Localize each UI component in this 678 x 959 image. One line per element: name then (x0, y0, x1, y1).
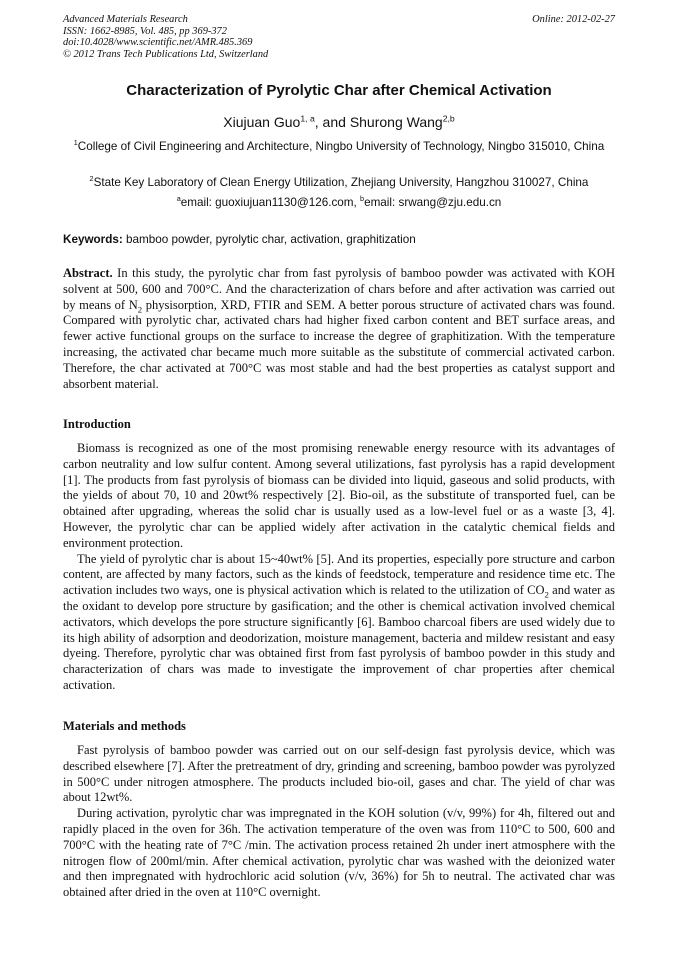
email-b-link[interactable]: email: srwang@zju.edu.cn (364, 196, 502, 209)
author-guo-sup: 1, a (300, 113, 315, 124)
abstract-sub: 2 (137, 304, 143, 315)
abstract (63, 266, 615, 392)
affiliation-1-text: College of Civil Engineering and Architecture, Ningbo University of Technology, Ningbo 315010, China (77, 140, 605, 153)
online-date: Online: 2012-02-27 (532, 14, 615, 25)
copyright-line: © 2012 Trans Tech Publications Ltd, Switzerland (63, 48, 269, 60)
materials-heading: Materials and methods (63, 719, 186, 733)
intro-p2-text-1: The yield of pyrolytic char is about 15~40wt% [5]. And its properties, especially pore structure and carbon content, are affected by many factors, such as the kinds of feedstock, temperature and residence time etc. The activation includes two ways, one is physical activation which is related to the utilization of CO (63, 551, 615, 598)
doi-line: doi:10.4028/www.scientific.net/AMR.485.369 (63, 37, 253, 49)
introduction-body (63, 441, 615, 694)
keywords (63, 233, 615, 246)
affiliation-1-num: 1 (73, 138, 78, 148)
intro-paragraph-1: Biomass is recognized as one of the most promising renewable energy resource with its advantages of carbon neutrality and low sulfur content. Among several utilizations, fast pyrolysis has a rapid development [1]. The products from fast pyrolysis of biomass can be divided into liquid, gaseous and solid products, with the yields of about 70, 10 and 20wt% respectively [2]. Bio-oil, as the substitute of transported fuel, can be obtained after upgrading, whereas the solid char is usually used as a low-level fuel or as a waste [3, 4]. However, the pyrolytic char can be applied widely after activation in the catalytic chemical fields and environment protection. (63, 441, 615, 550)
abstract-text-2: physisorption, XRD, FTIR and SEM. A better porous structure of activated chars was found. Compared with pyrolytic char, activated chars had higher fixed carbon content and BET surface areas, and fewer active functional groups on the surface to increase the degree of graphitization. With the temperature increasing, the activated char became much more suitable as the substitute of commercial activated carbon. Therefore, the char activated at 700°C was most stable and had the best properties as catalyst support and absorbent material. (63, 297, 615, 391)
materials-paragraph-2: During activation, pyrolytic char was impregnated in the KOH solution (v/v, 99%) for 4h, filtered out and rapidly placed in the oven for 36h. The activation temperature of the oven was from 110°C to 500, 600 and 700°C with the heating rate of 7°C /min. The activation process retained 2h under inert atmosphere with the nitrogen flow of 200ml/min. After chemical activation, pyrolytic char was washed with the deionized water and then impregnated with hydrochloric acid solution (v/v, 36%) for 5h to neutral. The activated char was obtained after dried in the oven at 110°C overnight. (63, 806, 615, 900)
affiliation-2 (63, 174, 615, 191)
email-a-sup: a (176, 194, 181, 204)
journal-header (63, 14, 268, 60)
email-line (0, 196, 678, 209)
author-list (0, 114, 678, 130)
email-b-sup: b (360, 194, 365, 204)
author-connector: , and (314, 114, 350, 130)
materials-paragraph-1: Fast pyrolysis of bamboo powder was carried out on our self-design fast pyrolysis device, which was described elsewhere [7]. After the pretreatment of dry, grinding and screening, bamboo powder was pyrolyzed in 500°C under nitrogen atmosphere. The products included bio-oil, gases and char. The yield of char was about 12wt%. (63, 743, 615, 805)
keywords-text: bamboo powder, pyrolytic char, activation, graphitization (122, 233, 416, 246)
affiliation-2-text: State Key Laboratory of Clean Energy Utilization, Zhejiang University, Hangzhou 310027, China (93, 176, 589, 189)
intro-p2-text-2: and water as the oxidant to develop pore structure by gasification; and the other is chemical activation involved chemical activators, which develops the pore structure significantly [6]. Bamboo charcoal fibers are used widely due to its high ability of adsorption and deodorization, moisture management, bacteria and mildew resistant and easy dyeing. Therefore, pyrolytic char was obtained first from fast pyrolysis of bamboo powder in this study and characterization of chars was made to investigate the improvement of char properties after chemical activation. (63, 583, 615, 692)
abstract-paragraph (63, 266, 615, 392)
affiliation-1 (63, 138, 615, 155)
author-guo: Xiujuan Guo (223, 114, 301, 130)
issn-line: ISSN: 1662-8985, Vol. 485, pp 369-372 (63, 25, 227, 37)
author-wang-sup: 2,b (442, 113, 455, 124)
journal-name: Advanced Materials Research (63, 14, 188, 25)
paper-title: Characterization of Pyrolytic Char after Chemical Activation (126, 82, 552, 99)
author-wang: Shurong Wang (349, 114, 443, 130)
affiliation-2-num: 2 (89, 174, 94, 184)
introduction-heading: Introduction (63, 417, 131, 431)
keywords-label: Keywords: (63, 233, 123, 246)
materials-body (63, 743, 615, 901)
email-a-link[interactable]: email: guoxiujuan1130@126.com, (180, 196, 361, 209)
abstract-label: Abstract. (63, 266, 113, 280)
intro-paragraph-2 (63, 552, 615, 694)
intro-p2-sub: 2 (544, 589, 549, 600)
abstract-text-1: In this study, the pyrolytic char from fast pyrolysis of bamboo powder was activated with KOH solvent at 500, 600 and 700°C. And the characterization of chars before and after activation was carried out by means of N (63, 266, 615, 312)
